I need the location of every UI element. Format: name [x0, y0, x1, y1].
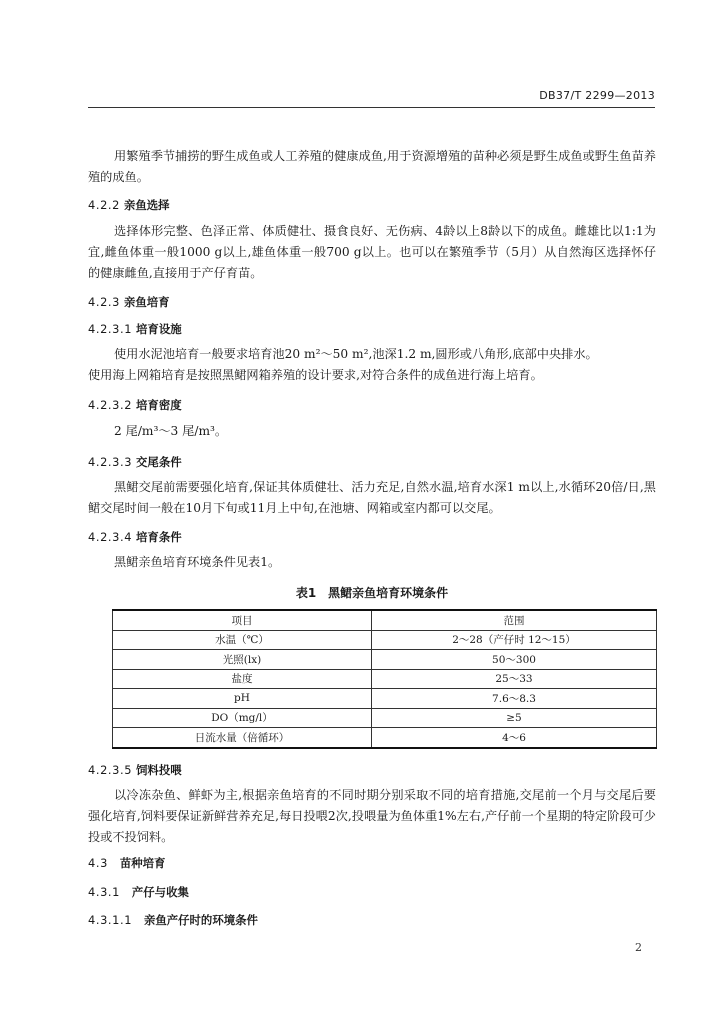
table-cell: 50～300	[372, 650, 657, 670]
paragraph-4-2-3-5: 以冷冻杂鱼、鲜虾为主,根据亲鱼培育的不同时期分别采取不同的培育措施,交尾前一个月与交尾后要强化培育,饲料要保证新鲜营养充足,每日投喂2次,投喂量为鱼体重1%左右,产仔前一个星期的特定阶段可少投或不投饲料。	[88, 788, 656, 844]
page-number: 2	[635, 941, 642, 954]
section-heading-4-2-2	[88, 197, 656, 213]
table-cell: 7.6～8.3	[372, 689, 657, 709]
paragraph-4-2-2-block	[88, 221, 656, 284]
section-title: 培育条件	[136, 530, 182, 544]
section-heading-4-3-1	[88, 884, 656, 900]
table-cell: 日流水量（倍循环）	[113, 728, 372, 748]
table-cell: 水温（℃）	[113, 630, 372, 650]
table-row	[113, 669, 657, 689]
section-heading-4-2-3-1	[88, 321, 656, 337]
table-cell: 2～28（产仔时 12～15）	[372, 630, 657, 650]
table-row	[113, 650, 657, 670]
table-cell: 25～33	[372, 669, 657, 689]
paragraph-4-2-3-3-block	[88, 477, 656, 519]
table-cell: ≥5	[372, 708, 657, 728]
section-title: 产仔与收集	[131, 885, 189, 899]
section-title: 亲鱼产仔时的环境条件	[143, 913, 258, 927]
section-title: 亲鱼培育	[123, 295, 170, 309]
section-heading-4-3	[88, 855, 656, 871]
paragraph-4-2-3-2-block	[88, 421, 656, 442]
section-heading-4-3-1-1	[88, 912, 656, 928]
table-header-cell: 范围	[372, 610, 657, 630]
section-title: 亲鱼选择	[123, 198, 170, 212]
table-cell: 盐度	[113, 669, 372, 689]
paragraph-4-2-3-1-line-2: 使用海上网箱培育是按照黑鲪网箱养殖的设计要求,对符合条件的成鱼进行海上培育。	[88, 368, 543, 382]
section-title: 交尾条件	[136, 455, 182, 469]
standard-code: DB37/T 2299—2013	[539, 89, 655, 102]
section-title: 培育密度	[136, 398, 182, 412]
section-heading-4-2-3-5	[88, 762, 656, 778]
table-header-cell: 项目	[113, 610, 372, 630]
header-rule	[88, 107, 655, 108]
section-number: 4.3	[88, 856, 108, 870]
section-title: 苗种培育	[119, 856, 166, 870]
table-row	[113, 728, 657, 748]
section-number: 4.2.3.3	[88, 455, 133, 469]
paragraph-4-2-3-5-block	[88, 785, 656, 848]
table-caption: 表1 黑鲪亲鱼培育环境条件	[295, 586, 449, 600]
table-cell: DO（mg/l）	[113, 708, 372, 728]
paragraph-4-2-3-1-line-1: 使用水泥池培育一般要求培育池20 m²～50 m²,池深1.2 m,圆形或八角形,底部中央排水。	[114, 347, 598, 361]
section-number: 4.2.3	[88, 295, 120, 309]
table-header-row	[113, 610, 657, 630]
intro-paragraph: 用繁殖季节捕捞的野生成鱼或人工养殖的健康成鱼,用于资源增殖的苗种必须是野生成鱼或野生鱼苗养殖的成鱼。	[88, 149, 656, 184]
section-heading-4-2-3	[88, 294, 656, 310]
table-row	[113, 630, 657, 650]
section-heading-4-2-3-4	[88, 529, 656, 545]
section-number: 4.2.3.4	[88, 530, 133, 544]
table-cell: pH	[113, 689, 372, 709]
section-number: 4.2.2	[88, 198, 120, 212]
section-title: 饲料投喂	[136, 763, 182, 777]
table-row	[113, 689, 657, 709]
section-number: 4.2.3.5	[88, 763, 133, 777]
section-number: 4.3.1.1	[88, 913, 133, 927]
intro-paragraph-block	[88, 146, 656, 188]
paragraph-4-2-3-4: 黑鲪亲鱼培育环境条件见表1。	[114, 555, 281, 569]
section-number: 4.3.1	[88, 885, 120, 899]
section-heading-4-2-3-3	[88, 454, 656, 470]
table-cell: 4～6	[372, 728, 657, 748]
paragraph-4-2-3-4-block	[88, 552, 656, 573]
section-title: 培育设施	[136, 322, 182, 336]
table-cell: 光照(lx)	[113, 650, 372, 670]
section-number: 4.2.3.2	[88, 398, 133, 412]
paragraph-4-2-3-2: 2 尾/m³～3 尾/m³。	[114, 424, 228, 438]
paragraph-4-2-3-3: 黑鲪交尾前需要强化培育,保证其体质健壮、活力充足,自然水温,培育水深1 m以上,水循环20倍/日,黑鲪交尾时间一般在10月下旬或11月上中旬,在池塘、网箱或室内都可以交尾。	[88, 480, 656, 515]
section-heading-4-2-3-2	[88, 397, 656, 413]
paragraph-4-2-2: 选择体形完整、色泽正常、体质健壮、摄食良好、无伤病、4龄以上8龄以下的成鱼。雌雄比以1:1为宜,雌鱼体重一般1000 g以上,雄鱼体重一般700 g以上。也可以在繁殖季节（5月）从自然海区选择怀仔的健康雌鱼,直接用于产仔育苗。	[88, 224, 656, 280]
paragraph-4-2-3-1-block	[88, 344, 656, 386]
section-number: 4.2.3.1	[88, 322, 133, 336]
table-row	[113, 708, 657, 728]
environment-conditions-table	[112, 609, 657, 749]
